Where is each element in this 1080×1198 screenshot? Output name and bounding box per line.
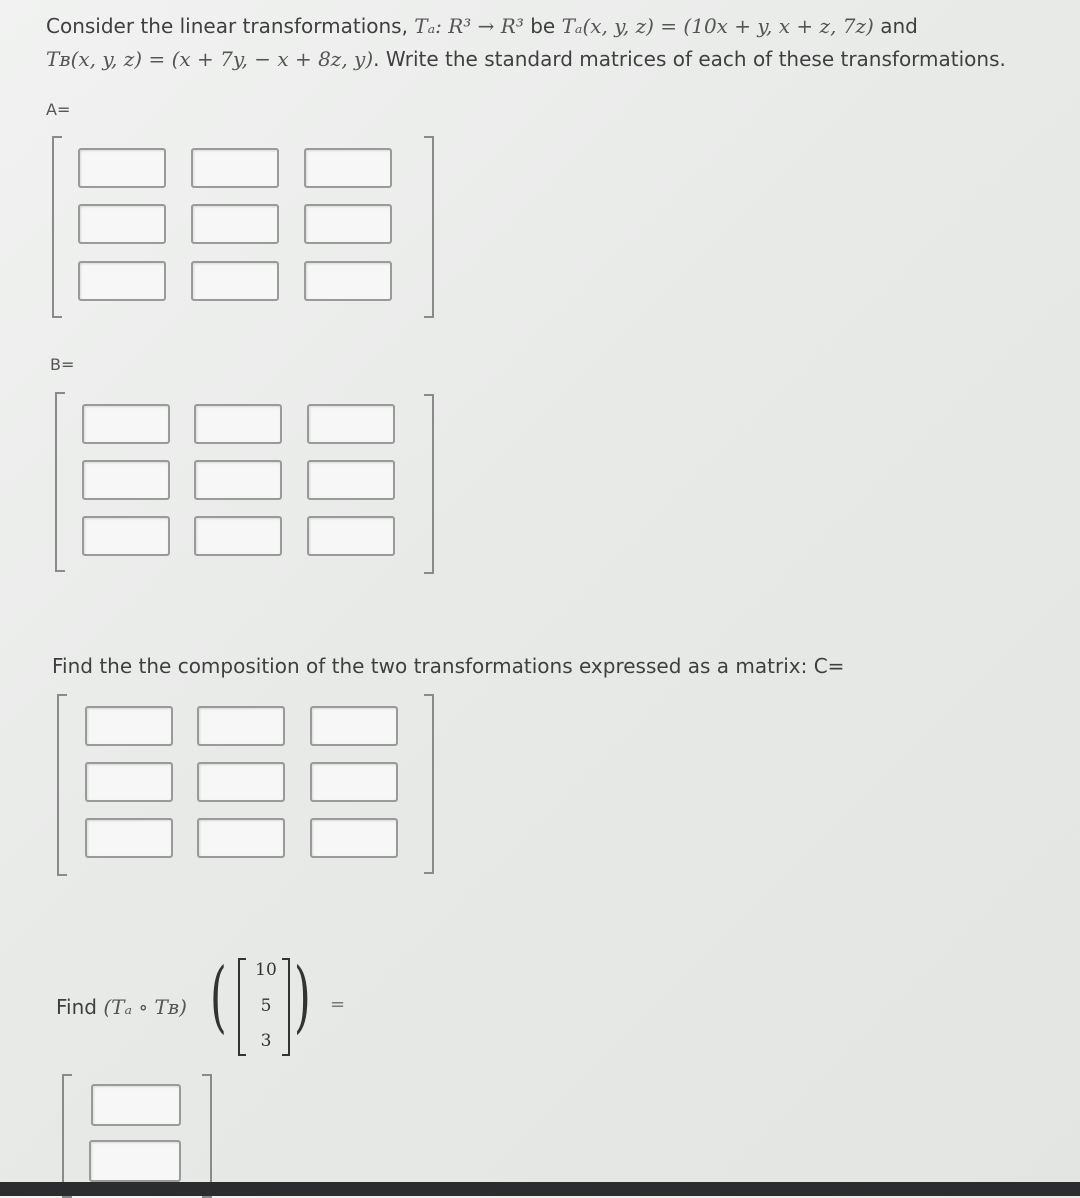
matrix-b-cell[interactable] [307, 516, 395, 556]
matrix-b-left-bracket [55, 392, 65, 572]
matrix-c-cell[interactable] [85, 818, 173, 858]
equals-sign: = [330, 994, 346, 1015]
matrix-a-cell[interactable] [78, 148, 166, 188]
matrix-c-cell[interactable] [197, 762, 285, 802]
evaluate-prefix: Find [56, 995, 97, 1019]
matrix-a-cell[interactable] [78, 204, 166, 244]
ta-definition: Tₐ(x, y, z) = (10x + y, x + z, 7z) [561, 14, 874, 38]
ta-signature: Tₐ: R³ → R³ [414, 14, 524, 38]
vector-value: 10 [255, 960, 277, 980]
problem-line-2 [46, 43, 1076, 76]
matrix-c-cell[interactable] [310, 706, 398, 746]
matrix-c-cell[interactable] [197, 706, 285, 746]
composition-question: Find the the composition of the two transformations expressed as a matrix: C= [52, 654, 845, 678]
matrix-b-cell[interactable] [194, 516, 282, 556]
matrix-a-cell[interactable] [191, 204, 279, 244]
matrix-c-cell[interactable] [85, 706, 173, 746]
matrix-a-cell[interactable] [304, 148, 392, 188]
vector-right-bracket [282, 958, 290, 1056]
matrix-a-cell[interactable] [191, 261, 279, 301]
matrix-b-cell[interactable] [194, 404, 282, 444]
matrix-a-right-bracket [424, 136, 434, 318]
problem-instruction-text: . Write the standard matrices of each of these transformations. [373, 47, 1006, 71]
matrix-c-left-bracket [57, 694, 67, 876]
matrix-b-cell[interactable] [82, 460, 170, 500]
composition-expression: (Tₐ ∘ Tʙ) [103, 995, 187, 1019]
matrix-b-cell[interactable] [194, 460, 282, 500]
problem-intro-text: Consider the linear transformations, [46, 14, 408, 38]
problem-and-text: and [880, 14, 918, 38]
matrix-b-cell[interactable] [307, 404, 395, 444]
matrix-c-cell[interactable] [197, 818, 285, 858]
evaluate-question [56, 995, 187, 1019]
matrix-b-cell[interactable] [307, 460, 395, 500]
matrix-a-cell[interactable] [304, 204, 392, 244]
answer-right-bracket [202, 1074, 212, 1198]
matrix-a-cell[interactable] [304, 261, 392, 301]
screen-bottom-edge [0, 1182, 1080, 1196]
vector-right-paren: ) [294, 952, 311, 1042]
matrix-b-cell[interactable] [82, 404, 170, 444]
tb-definition: Tʙ(x, y, z) = (x + 7y, − x + 8z, y) [46, 47, 374, 71]
matrix-b-label: B= [50, 355, 75, 374]
matrix-a-cell[interactable] [78, 261, 166, 301]
problem-line-1 [46, 10, 1076, 43]
matrix-a-label: A= [46, 100, 71, 119]
problem-statement [46, 10, 1076, 76]
vector-left-bracket [238, 958, 246, 1056]
matrix-a-left-bracket [52, 136, 62, 318]
answer-cell[interactable] [91, 1084, 181, 1126]
matrix-c-cell[interactable] [310, 762, 398, 802]
answer-cell[interactable] [89, 1140, 181, 1182]
vector-left-paren: ( [210, 952, 227, 1042]
matrix-b-right-bracket [424, 394, 434, 574]
matrix-c-cell[interactable] [310, 818, 398, 858]
matrix-a-cell[interactable] [191, 148, 279, 188]
problem-be-text: be [530, 14, 556, 38]
answer-left-bracket [62, 1074, 72, 1198]
vector-value: 5 [260, 996, 272, 1016]
vector-value: 3 [260, 1031, 272, 1051]
matrix-c-right-bracket [424, 694, 434, 874]
matrix-c-cell[interactable] [85, 762, 173, 802]
matrix-b-cell[interactable] [82, 516, 170, 556]
